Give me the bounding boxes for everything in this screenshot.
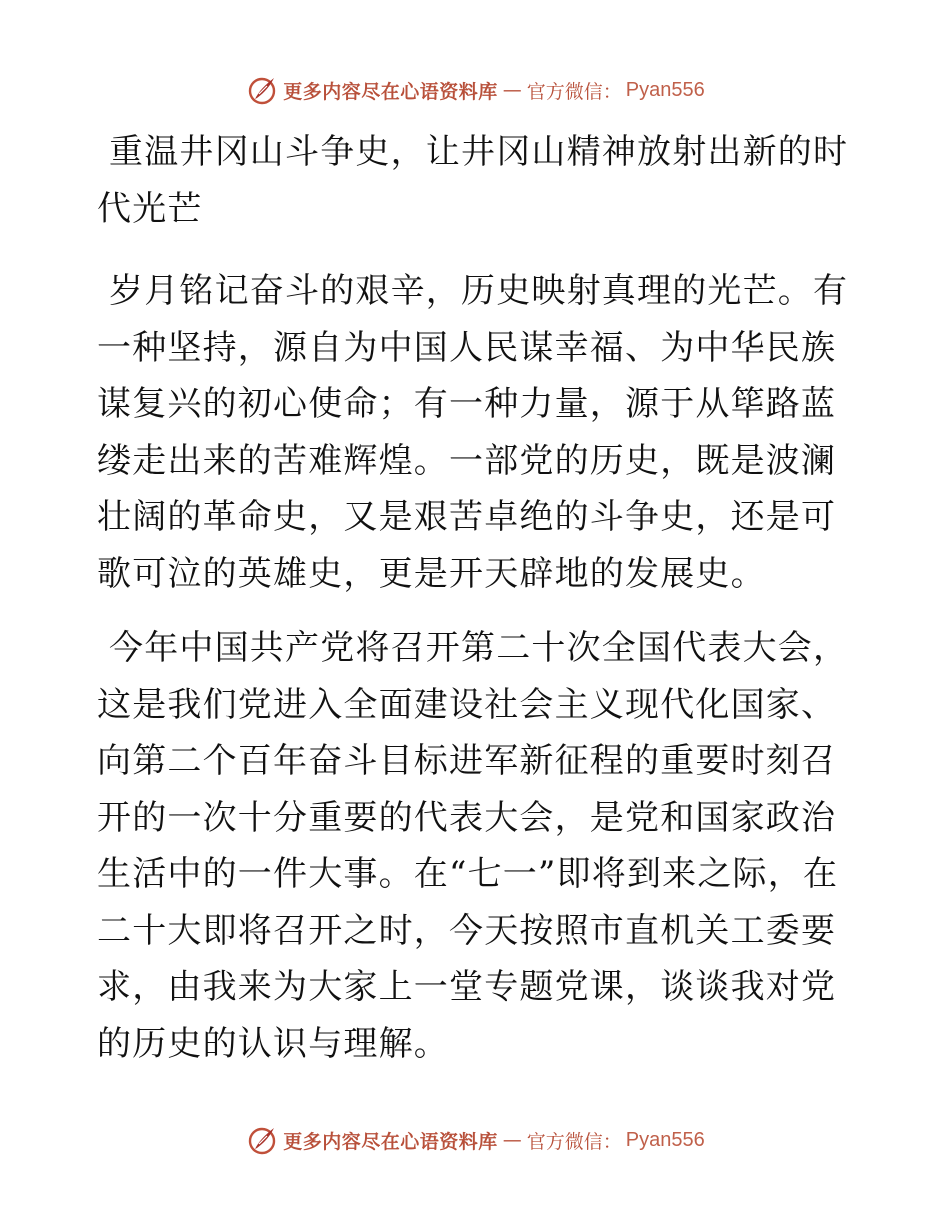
paragraph-1: 岁月铭记奋斗的艰辛，历史映射真理的光芒。有一种坚持，源自为中国人民谋幸福、为中华民族谋复兴的初心使命；有一种力量，源于从筚路蓝缕走出来的苦难辉煌。一部党的历史，既是波澜壮阔的革命史，又是艰苦卓绝的斗争史，还是可歌可泣的英雄史，更是开天辟地的发展史。 <box>97 271 849 594</box>
footer-banner <box>0 1120 950 1160</box>
paragraph-2: 今年中国共产党将召开第二十次全国代表大会，这是我们党进入全面建设社会主义现代化国家、向第二个百年奋斗目标进军新征程的重要时刻召开的一次十分重要的代表大会，是党和国家政治生活中的一件大事。在“七一”即将到来之际，在二十大即将召开之时，今天按照市直机关工委要求，由我来为大家上一堂专题党课，谈谈我对党的历史的认识与理解。 <box>97 628 849 1064</box>
banner-dash: — <box>502 1129 522 1151</box>
banner-official-label: 官方微信： <box>526 1130 622 1153</box>
banner-brand-text: 更多内容尽在心语资料库 <box>283 80 498 103</box>
banner-dash: — <box>502 79 522 101</box>
banner-wechat-id: Pyan556 <box>625 78 705 101</box>
quill-logo-icon <box>245 1123 279 1157</box>
document-title: 重温井冈山斗争史，让井冈山精神放射出新的时代光芒 <box>97 132 849 229</box>
banner-brand-text: 更多内容尽在心语资料库 <box>283 1130 498 1153</box>
quill-logo-icon <box>245 73 279 107</box>
document-body <box>97 124 853 1090</box>
banner-wechat-id: Pyan556 <box>625 1128 705 1151</box>
banner-official-label: 官方微信： <box>526 80 622 103</box>
header-banner <box>0 70 950 110</box>
